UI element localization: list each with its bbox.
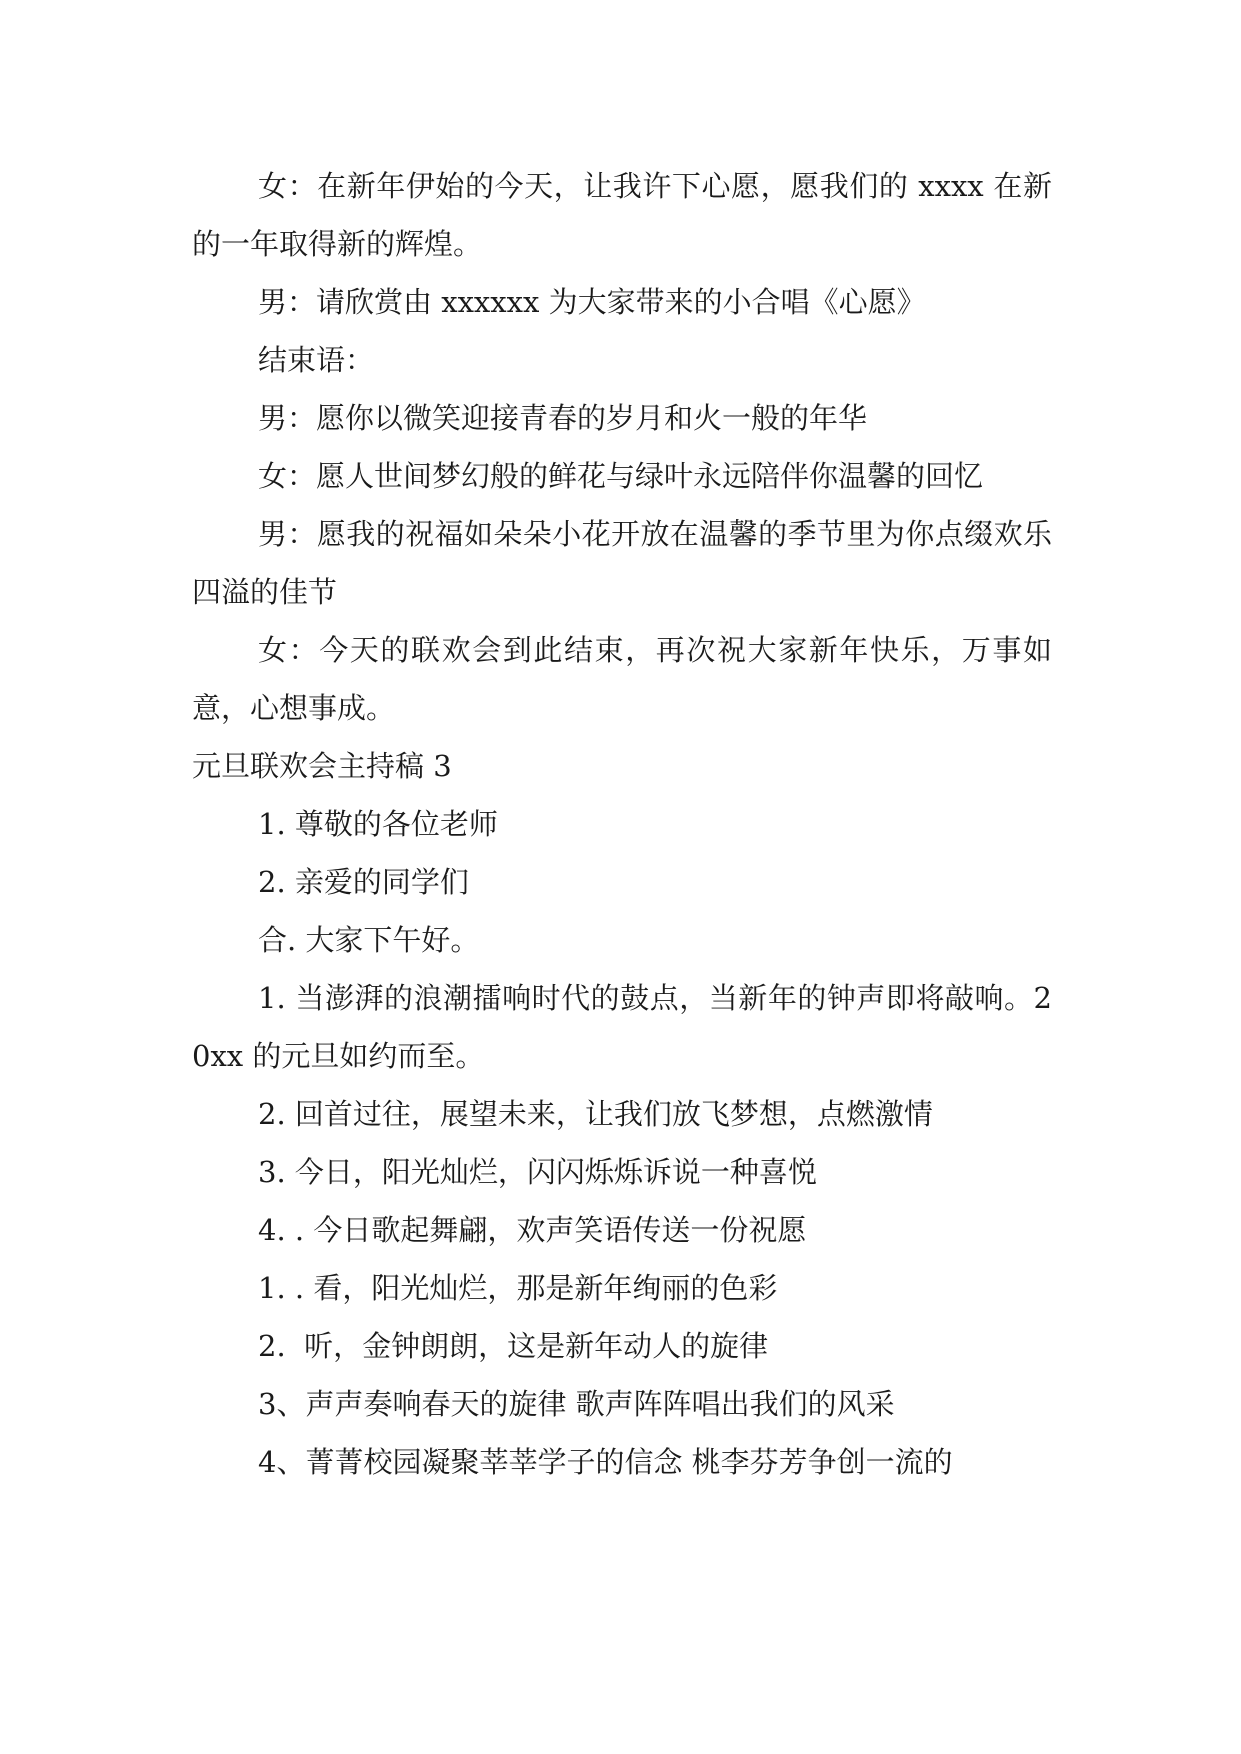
paragraph: 4、菁菁校园凝聚莘莘学子的信念 桃李芬芳争创一流的 — [258, 1445, 953, 1479]
paragraph: 女：今天的联欢会到此结束，再次祝大家新年快乐，万事如意，心想事成。 — [192, 633, 1052, 725]
paragraph: 1. 当澎湃的浪潮擂响时代的鼓点，当新年的钟声即将敲响。20xx 的元旦如约而至。 — [192, 981, 1052, 1073]
paragraph: 2. 听，金钟朗朗，这是新年动人的旋律 — [258, 1329, 769, 1363]
paragraph: 4. . 今日歌起舞翩，欢声笑语传送一份祝愿 — [258, 1213, 807, 1247]
paragraph: 2. 亲爱的同学们 — [258, 865, 469, 899]
paragraph: 3. 今日，阳光灿烂，闪闪烁烁诉说一种喜悦 — [258, 1155, 817, 1189]
paragraph: 3、声声奏响春天的旋律 歌声阵阵唱出我们的风采 — [258, 1387, 895, 1421]
document-body — [192, 157, 1052, 1491]
paragraph: 结束语： — [258, 343, 375, 377]
paragraph: 2. 回首过往，展望未来，让我们放飞梦想，点燃激情 — [258, 1097, 933, 1131]
paragraph: 1. 尊敬的各位老师 — [258, 807, 498, 841]
section-heading: 元旦联欢会主持稿 3 — [192, 749, 452, 783]
paragraph: 女：在新年伊始的今天，让我许下心愿，愿我们的 xxxx 在新的一年取得新的辉煌。 — [192, 169, 1052, 261]
paragraph: 女：愿人世间梦幻般的鲜花与绿叶永远陪伴你温馨的回忆 — [258, 459, 984, 493]
paragraph: 合. 大家下午好。 — [258, 923, 480, 957]
paragraph: 男：愿我的祝福如朵朵小花开放在温馨的季节里为你点缀欢乐四溢的佳节 — [192, 517, 1052, 609]
paragraph: 男：请欣赏由 xxxxxx 为大家带来的小合唱《心愿》 — [258, 285, 926, 319]
paragraph: 男：愿你以微笑迎接青春的岁月和火一般的年华 — [258, 401, 868, 435]
paragraph: 1. . 看，阳光灿烂，那是新年绚丽的色彩 — [258, 1271, 778, 1305]
